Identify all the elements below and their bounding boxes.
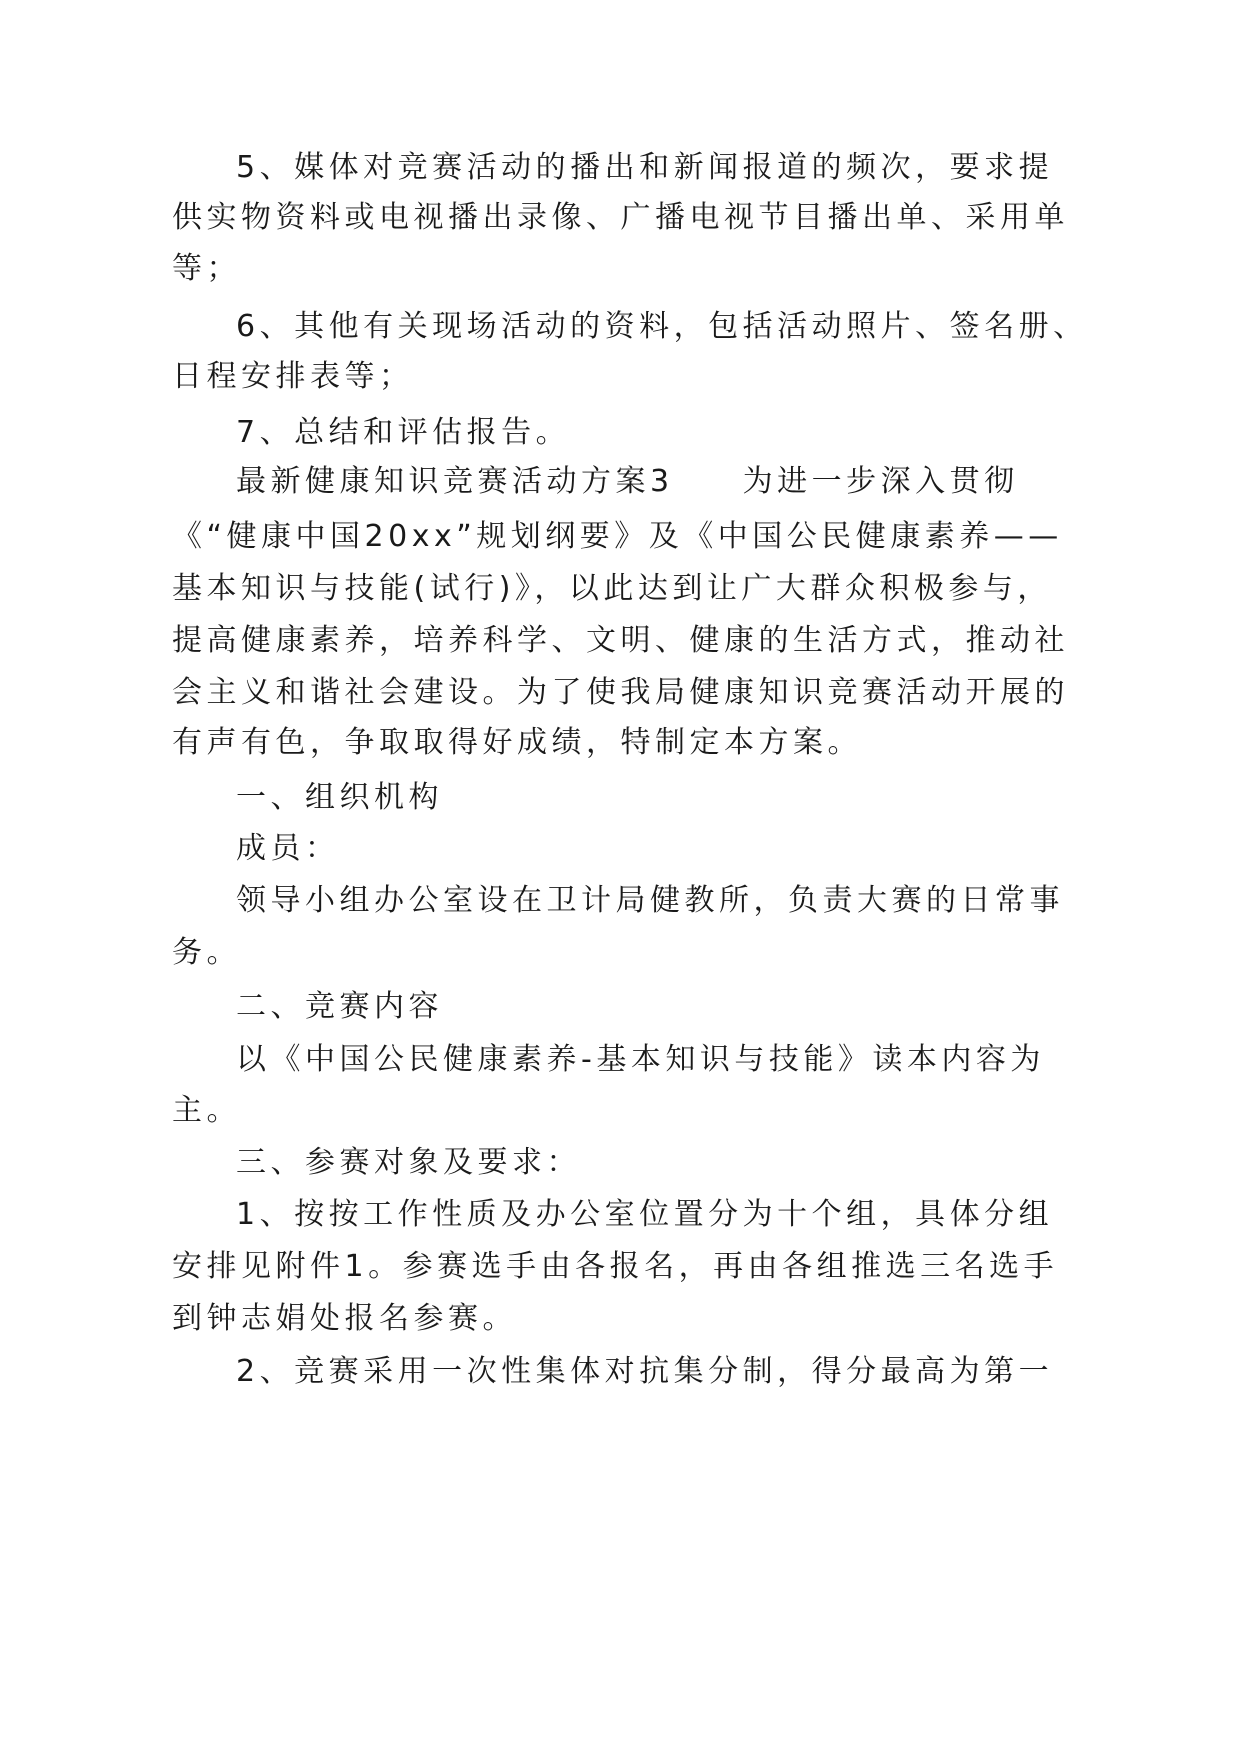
text-line: 会主义和谐社会建设。为了使我局健康知识竞赛活动开展的	[172, 675, 1069, 710]
heading-organization: 一、组织机构	[236, 780, 443, 815]
text-line: 《“健康中国20xx”规划纲要》及《中国公民健康素养——	[172, 519, 1063, 554]
text-line: 安排见附件1。参赛选手由各报名，再由各组推选三名选手	[172, 1249, 1059, 1284]
heading-participants: 三、参赛对象及要求：	[236, 1145, 581, 1180]
text-members: 成员：	[236, 831, 340, 866]
text-line: 日程安排表等；	[172, 359, 414, 394]
list-item-1: 1、按按工作性质及办公室位置分为十个组，具体分组	[236, 1197, 1054, 1232]
text-line: 提高健康素养，培养科学、文明、健康的生活方式，推动社	[172, 623, 1069, 658]
text-line: 以《中国公民健康素养-基本知识与技能》读本内容为	[236, 1042, 1045, 1077]
line-item-7-report: 7、总结和评估报告。	[236, 415, 571, 450]
text-line: 主。	[172, 1093, 241, 1128]
text-line: 到钟志娟处报名参赛。	[172, 1301, 517, 1336]
text-line: 供实物资料或电视播出录像、广播电视节目播出单、采用单	[172, 200, 1069, 235]
section-title-plan-3: 最新健康知识竞赛活动方案3 为进一步深入贯彻	[236, 464, 1019, 499]
line-item-5-media: 5、媒体对竞赛活动的播出和新闻报道的频次，要求提	[236, 150, 1054, 185]
text-line: 领导小组办公室设在卫计局健教所，负责大赛的日常事	[236, 883, 1064, 918]
text-line: 基本知识与技能(试行)》，以此达到让广大群众积极参与，	[172, 571, 1052, 606]
text-line: 务。	[172, 935, 241, 970]
line-item-6-materials: 6、其他有关现场活动的资料，包括活动照片、签名册、	[236, 309, 1088, 344]
heading-content: 二、竞赛内容	[236, 989, 443, 1024]
text-line: 等；	[172, 251, 241, 286]
list-item-2: 2、竞赛采用一次性集体对抗集分制，得分最高为第一	[236, 1354, 1054, 1389]
text-line: 有声有色，争取取得好成绩，特制定本方案。	[172, 725, 862, 760]
